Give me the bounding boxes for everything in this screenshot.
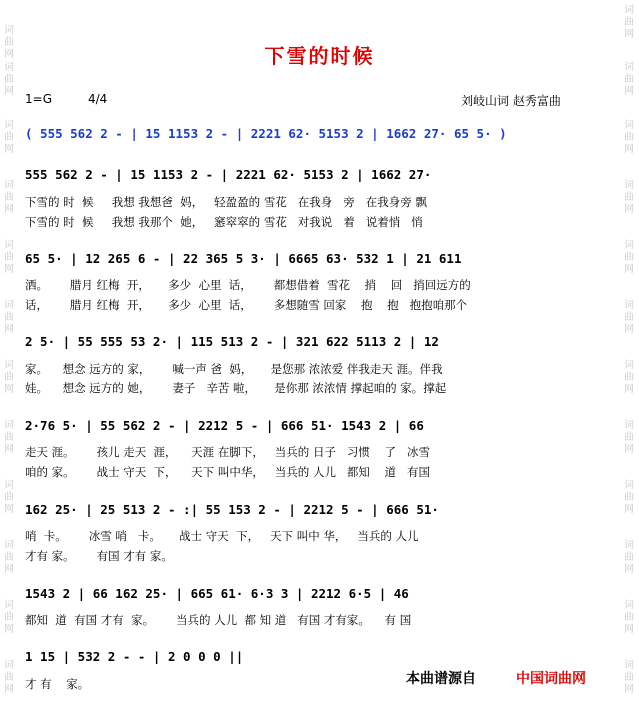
lyric-line-3a: 洒。 腊月 红梅 开， 多少 心里 话， 都想借着 雪花 捎 回 捎回远方的 (25, 278, 471, 292)
score-line-7: 1543 2 | 66 162 25· | 665 61· 6·3 3 | 2212 6·5 | 46 (25, 586, 409, 601)
key-signature: 1=G (25, 92, 52, 106)
watermark-left-2: 词 曲 网 (4, 62, 14, 97)
watermark-left-4: 词 曲 网 (4, 180, 14, 215)
lyric-line-3b: 话， 腊月 红梅 开， 多少 心里 话， 多想随雪 回家 抱 抱 抱抱咱那个 (25, 298, 468, 312)
lyric-line-5a: 走天 涯。 孩儿 走天 涯， 天涯 在脚下， 当兵的 日子 习惯 了 冰雪 (25, 445, 431, 459)
watermark-left-1: 词 曲 网 (4, 25, 14, 60)
score-line-2: 555 562 2 - | 15 1153 2 - | 2221 62· 5153 2 | 1662 27· (25, 167, 432, 182)
lyric-line-5b: 咱的 家。 战士 守天 下， 天下 叫中华， 当兵的 人儿 都知 道 有国 (25, 465, 431, 479)
score-line-3: 65 5· | 12 265 6 - | 22 365 5 3· | 6665 63· 532 1 | 21 611 (25, 251, 462, 266)
watermark-right-12: 词 曲 网 (624, 660, 634, 695)
score-line-1: ( 555 562 2 - | 15 1153 2 - | 2221 62· 5153 2 | 1662 27· 65 5· ) (25, 126, 507, 141)
watermark-right-7: 词 曲 网 (624, 360, 634, 395)
watermark-right-1: 词 曲 网 (624, 5, 634, 40)
lyric-line-6b: 才有 家。 有国 才有 家。 (25, 549, 173, 563)
score-line-5: 2·76 5· | 55 562 2 - | 2212 5 - | 666 51· 1543 2 | 66 (25, 418, 424, 433)
watermark-left-5: 词 曲 网 (4, 240, 14, 275)
watermark-right-10: 词 曲 网 (624, 540, 634, 575)
lyric-line-4a: 家。 想念 远方的 家， 喊一声 爸 妈， 是您那 浓浓爱 伴我走天 涯。伴我 (25, 362, 443, 376)
score-line-4: 2 5· | 55 555 53 2· | 115 513 2 - | 321 622 5113 2 | 12 (25, 334, 439, 349)
source-site-link[interactable]: 中国词曲网 (516, 671, 586, 687)
score-line-8: 1 15 | 532 2 - - | 2 0 0 0 || (25, 649, 244, 664)
lyric-line-7a: 都知 道 有国 才有 家。 当兵的 人儿 都 知 道 有国 才有家。 有 国 (25, 613, 412, 627)
watermark-left-10: 词 曲 网 (4, 540, 14, 575)
watermark-right-6: 词 曲 网 (624, 300, 634, 335)
credit-line: 刘岐山词 赵秀富曲 (461, 94, 561, 108)
lyric-line-2b: 下雪的 时 候 我想 我那个 她， 窸窣窣的 雪花 对我说 着 说着悄 悄 (25, 215, 423, 229)
watermark-right-4: 词 曲 网 (624, 180, 634, 215)
watermark-left-12: 词 曲 网 (4, 660, 14, 695)
lyric-line-8a: 才 有 家。 (25, 677, 90, 691)
lyric-line-4b: 娃。 想念 远方的 她， 妻子 辛苦 啦， 是你那 浓浓情 撑起咱的 家。撑起 (25, 381, 447, 395)
watermark-right-2: 词 曲 网 (624, 62, 634, 97)
page-title: 下雪的时候 (264, 44, 375, 68)
lyric-line-2a: 下雪的 时 候 我想 我想爸 妈， 轻盈盈的 雪花 在我身 旁 在我身旁 飘 (25, 195, 427, 209)
watermark-right-9: 词 曲 网 (624, 480, 634, 515)
watermark-left-9: 词 曲 网 (4, 480, 14, 515)
score-line-6: 162 25· | 25 513 2 - :| 55 153 2 - | 2212 5 - | 666 51· (25, 502, 439, 517)
watermark-left-7: 词 曲 网 (4, 360, 14, 395)
watermark-left-11: 词 曲 网 (4, 600, 14, 635)
watermark-right-11: 词 曲 网 (624, 600, 634, 635)
source-label: 本曲谱源自 (406, 671, 476, 687)
watermark-left-6: 词 曲 网 (4, 300, 14, 335)
time-signature: 4/4 (88, 92, 108, 106)
watermark-right-8: 词 曲 网 (624, 420, 634, 455)
watermark-right-3: 词 曲 网 (624, 120, 634, 155)
watermark-left-3: 词 曲 网 (4, 120, 14, 155)
watermark-left-8: 词 曲 网 (4, 420, 14, 455)
watermark-right-5: 词 曲 网 (624, 240, 634, 275)
lyric-line-6a: 哨 卡。 冰雪 哨 卡。 战士 守天 下， 天下 叫中 华， 当兵的 人儿 (25, 529, 419, 543)
